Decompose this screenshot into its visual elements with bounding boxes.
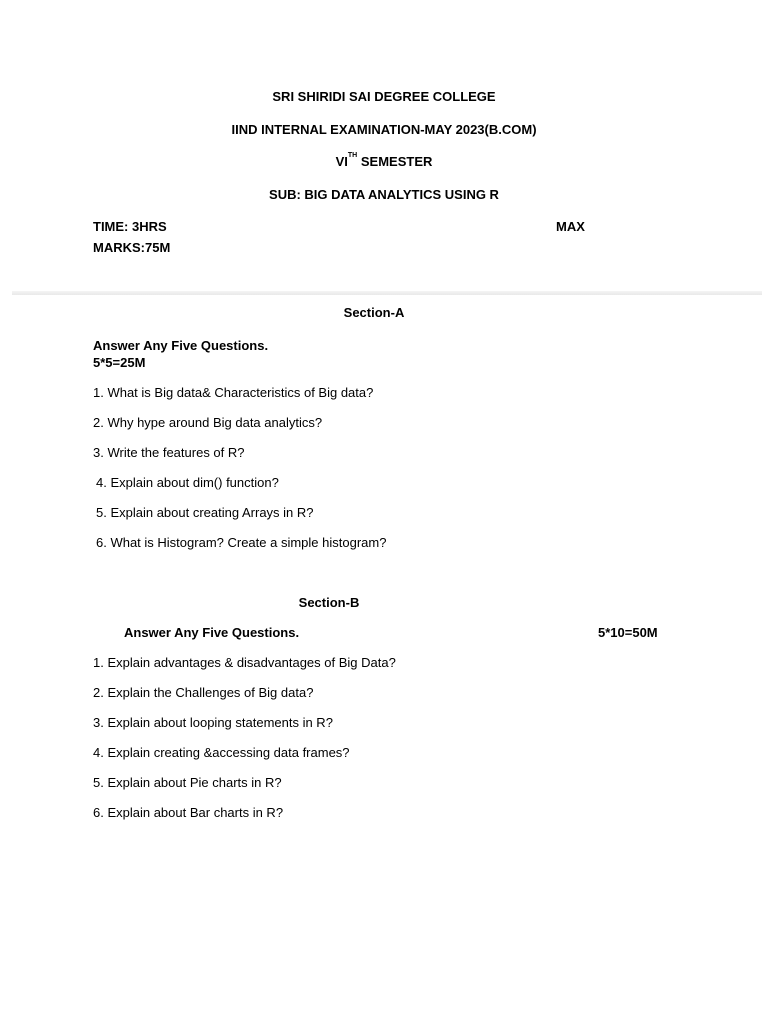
semester-suffix: SEMESTER: [357, 154, 433, 169]
section-b-question-3: 3. Explain about looping statements in R?: [93, 715, 333, 730]
semester-line: [0, 154, 768, 169]
section-b-question-4: 4. Explain creating &accessing data frames?: [93, 745, 350, 760]
subject-line: SUB: BIG DATA ANALYTICS USING R: [269, 187, 499, 202]
section-a-title: Section-A: [343, 305, 405, 320]
section-b-question-5: 5. Explain about Pie charts in R?: [93, 775, 282, 790]
section-b-title: Section-B: [298, 595, 360, 610]
section-a-question-3: 3. Write the features of R?: [93, 445, 245, 460]
section-b-marks: 5*10=50M: [598, 625, 658, 640]
section-a-marks: 5*5=25M: [93, 355, 146, 370]
section-a-question-6: 6. What is Histogram? Create a simple histogram?: [96, 535, 387, 550]
section-b-question-2: 2. Explain the Challenges of Big data?: [93, 685, 314, 700]
divider: [12, 291, 762, 295]
section-b-question-6: 6. Explain about Bar charts in R?: [93, 805, 284, 820]
section-a-question-4: 4. Explain about dim() function?: [96, 475, 279, 490]
max-label: MAX: [556, 219, 585, 234]
semester-prefix: VI: [335, 154, 348, 169]
section-a-question-1: 1. What is Big data& Characteristics of Big data?: [93, 385, 374, 400]
marks-label: MARKS:75M: [93, 240, 171, 255]
section-a-instruction: Answer Any Five Questions.: [93, 338, 269, 353]
section-b-question-1: 1. Explain advantages & disadvantages of Big Data?: [93, 655, 396, 670]
section-a-question-5: 5. Explain about creating Arrays in R?: [96, 505, 314, 520]
time-label: TIME: 3HRS: [93, 219, 167, 234]
section-a-question-2: 2. Why hype around Big data analytics?: [93, 415, 323, 430]
section-b-instruction: Answer Any Five Questions.: [124, 625, 300, 640]
exam-title: IIND INTERNAL EXAMINATION-MAY 2023(B.COM): [231, 122, 537, 137]
semester-superscript: TH: [347, 152, 358, 159]
college-name: SRI SHIRIDI SAI DEGREE COLLEGE: [272, 89, 496, 104]
